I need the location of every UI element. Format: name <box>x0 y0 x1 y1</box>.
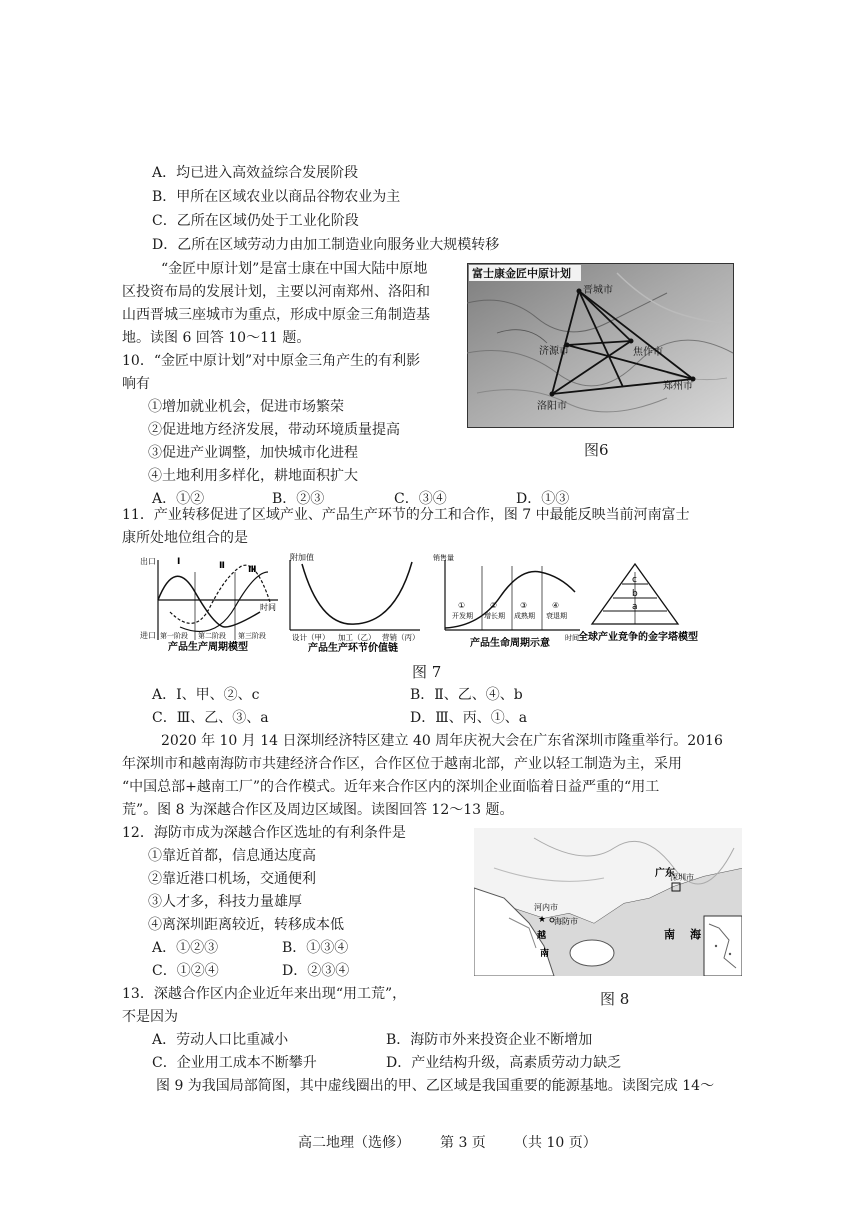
answer-option: A．①②③ <box>152 940 219 956</box>
city-label: 晋城市 <box>583 285 613 296</box>
intro-line: “金匠中原计划”是富士康在中国大陆中原地 <box>161 261 428 277</box>
answer-option: A．Ⅰ、甲、②、c <box>152 687 260 703</box>
tick-label: 营销（丙） <box>382 633 420 642</box>
curve-label: Ⅱ <box>219 561 225 571</box>
intro-line: 2020 年 10 月 14 日深圳经济特区建立 40 周年庆祝大会在广东省深圳市隆重举行。2016 <box>161 733 723 749</box>
answer-option: C．Ⅲ、乙、③、a <box>152 710 269 726</box>
footer-subject: 高二地理（选修） <box>298 1135 410 1151</box>
pyramid-chart <box>578 564 698 643</box>
intro-line: 地。读图 6 回答 10～11 题。 <box>122 330 311 346</box>
answer-option: D．②③④ <box>282 963 350 979</box>
answer-option: B．①③④ <box>282 940 349 956</box>
map-label: 南 <box>540 949 550 959</box>
statement-item: ②靠近港口机场，交通便利 <box>148 871 316 887</box>
intro-line: 山西晋城三座城市为重点，形成中原金三角制造基 <box>122 307 430 323</box>
map-label: 南 <box>664 928 675 941</box>
question-13-stem: 13．深越合作区内企业近年来出现“用工荒”， <box>122 986 407 1002</box>
phase-label: 衰退期 <box>546 612 567 620</box>
answer-option: C．企业用工成本不断攀升 <box>152 1055 317 1071</box>
intro-line: 图 9 为我国局部简图，其中虚线圈出的甲、乙区域是我国重要的能源基地。读图完成 14～ <box>156 1078 715 1094</box>
option-b: B．甲所在区域农业以商品谷物农业为主 <box>152 189 401 205</box>
chart-title: 产品生命周期示意 <box>470 638 550 649</box>
answer-option: C．①②④ <box>152 963 219 979</box>
phase-label: 开发期 <box>452 612 473 620</box>
statement-item: ①靠近首都，信息通达度高 <box>148 848 316 864</box>
map-label: 越 <box>537 931 547 941</box>
svg-text:★: ★ <box>538 915 547 925</box>
figure-8-map <box>474 828 742 976</box>
city-label: 郑州市 <box>663 381 693 392</box>
phase-label: ④ <box>552 601 560 610</box>
chart-title: 产品生产周期模型 <box>168 642 248 653</box>
question-13-stem: 不是因为 <box>122 1009 178 1025</box>
city-label: 洛阳市 <box>537 401 567 412</box>
axis-label: 时间 <box>260 603 276 612</box>
axis-label: 附加值 <box>290 553 314 562</box>
axis-label: 时间 <box>565 634 579 642</box>
answer-option: D．①③ <box>516 491 570 507</box>
question-10-stem: 响有 <box>122 376 150 392</box>
level-label: a <box>632 602 638 612</box>
tick-label: 设计（甲） <box>292 633 330 642</box>
axis-label: 出口 <box>140 557 156 566</box>
phase-label: 增长期 <box>484 612 505 620</box>
phase-label: ③ <box>520 601 528 610</box>
statement-item: ③促进产业调整，加快城市化进程 <box>148 445 358 461</box>
answer-option: C．③④ <box>394 491 447 507</box>
phase-label: 成熟期 <box>514 612 535 620</box>
figure-6-title: 富士康金匠中原计划 <box>472 267 571 280</box>
answer-option: B．Ⅱ、乙、④、b <box>410 687 523 703</box>
figure-7-charts <box>140 552 740 657</box>
footer-page: 第 3 页 <box>440 1135 486 1151</box>
level-label: c <box>632 575 637 585</box>
value-chain-chart <box>290 552 420 654</box>
figure-8-caption: 图 8 <box>600 990 630 1008</box>
figure-6-map <box>467 263 734 428</box>
statement-item: ③人才多，科技力量雄厚 <box>148 894 302 910</box>
curve-label: Ⅰ <box>177 557 181 567</box>
phase-label: ① <box>458 601 466 610</box>
statement-item: ②促进地方经济发展，带动环境质量提高 <box>148 422 400 438</box>
city-label: 焦作市 <box>633 347 663 358</box>
answer-option: D．产业结构升级，高素质劳动力缺乏 <box>386 1055 622 1071</box>
footer-total: （共 10 页） <box>514 1135 597 1151</box>
figure-6-caption: 图6 <box>584 441 609 459</box>
question-11-stem: 康所处地位组合的是 <box>122 530 248 546</box>
map-label: 海 <box>690 928 701 941</box>
intro-line: 年深圳市和越南海防市共建经济合作区，合作区位于越南北部，产业以轻工制造为主，采用 <box>122 756 682 772</box>
answer-option: B．海防市外来投资企业不断增加 <box>386 1032 593 1048</box>
question-12-stem: 12．海防市成为深越合作区选址的有利条件是 <box>122 825 406 841</box>
chart-title: 全球产业竞争的金字塔模型 <box>578 632 698 643</box>
phase-label: ② <box>490 601 498 610</box>
tick-label: 加工（乙） <box>338 633 376 642</box>
stage-label: 第一阶段 <box>160 632 188 640</box>
level-label: b <box>632 589 638 599</box>
question-11-stem: 11．产业转移促进了区域产业、产品生产环节的分工和合作，图 7 中最能反映当前河南富士 <box>122 507 690 523</box>
stage-label: 第三阶段 <box>238 632 266 640</box>
life-cycle-chart <box>433 553 580 649</box>
question-10-stem: 10．“金匠中原计划”对中原金三角产生的有利影 <box>122 353 421 369</box>
city-label: 济源市 <box>539 346 569 357</box>
curve-label: Ⅲ <box>248 565 257 575</box>
map-label: 海防市 <box>554 917 578 926</box>
map-label: 深圳市 <box>670 873 694 882</box>
option-d: D．乙所在区域劳动力由加工制造业向服务业大规模转移 <box>152 237 500 253</box>
map-label: 河内市 <box>534 903 558 912</box>
chart-title: 产品生产环节价值链 <box>308 643 398 654</box>
stage-label: 第二阶段 <box>198 632 226 640</box>
map-label: 广东 <box>655 868 675 879</box>
axis-label: 进口 <box>140 631 156 640</box>
answer-option: A．①② <box>152 491 205 507</box>
answer-option: B．②③ <box>272 491 325 507</box>
intro-line: 区投资布局的发展计划，主要以河南郑州、洛阳和 <box>122 284 430 300</box>
option-c: C．乙所在区域仍处于工业化阶段 <box>152 213 359 229</box>
answer-option: D．Ⅲ、丙、①、a <box>410 710 528 726</box>
statement-item: ④土地利用多样化，耕地面积扩大 <box>148 468 358 484</box>
intro-line: “中国总部+越南工厂”的合作模式。近年来合作区内的深圳企业面临着日益严重的“用工 <box>122 779 660 795</box>
product-cycle-chart <box>140 556 278 653</box>
figure-7-caption: 图 7 <box>412 663 442 681</box>
intro-line: 荒”。图 8 为深越合作区及周边区域图。读图回答 12～13 题。 <box>122 802 514 818</box>
statement-item: ①增加就业机会，促进市场繁荣 <box>148 399 344 415</box>
statement-item: ④离深圳距离较近，转移成本低 <box>148 917 344 933</box>
answer-option: A．劳动人口比重减小 <box>152 1032 289 1048</box>
axis-label: 销售量 <box>433 554 454 562</box>
option-a: A．均已进入高效益综合发展阶段 <box>152 165 359 181</box>
